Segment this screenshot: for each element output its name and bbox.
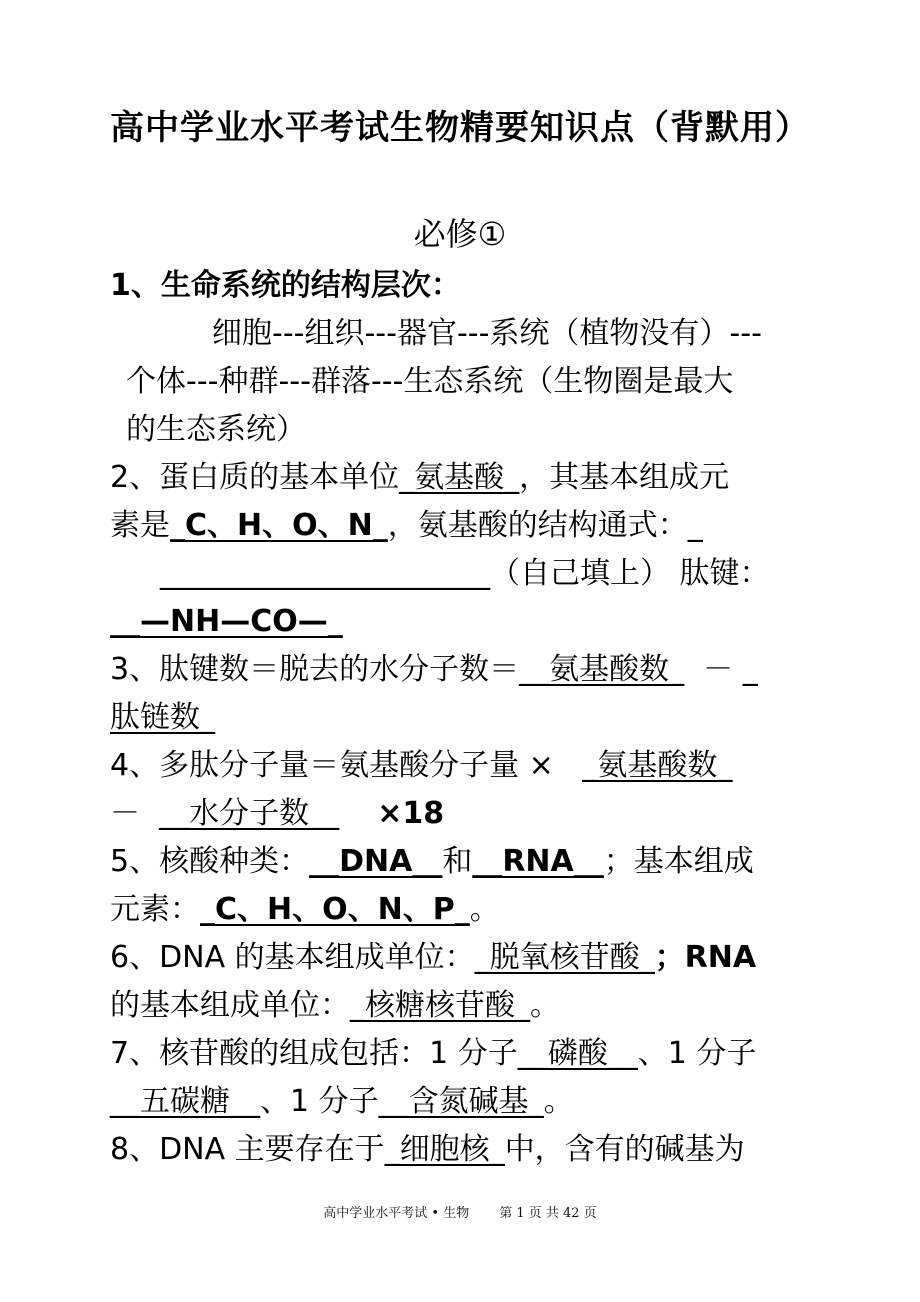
item-6-text: ；RNA: [654, 940, 757, 975]
item-7-text: 。: [543, 1084, 574, 1119]
item-3-text: － _: [703, 652, 758, 687]
item-5-line-1: [110, 838, 820, 886]
item-4-text: －: [110, 796, 140, 831]
item-1-text: 1、生命系统的结构层次：: [110, 268, 461, 303]
item-5-text: 元素：: [110, 892, 200, 927]
item-3-line-2: [110, 694, 820, 742]
item-5-line-2: [110, 886, 820, 934]
item-2-text: 素是: [110, 508, 170, 543]
answer-phosphate: __磷酸__: [517, 1036, 638, 1071]
footer-subject: 高中学业水平考试 • 生物: [323, 1206, 470, 1221]
item-4-text: 4、多肽分子量＝氨基酸分子量 ×: [110, 748, 554, 783]
item-8-text: 8、DNA 主要存在于: [110, 1132, 385, 1167]
item-6-text: 的基本组成单位：: [110, 988, 350, 1023]
item-4-line-1: [110, 742, 820, 790]
item-7-line-1: [110, 1030, 820, 1078]
page-footer: [0, 1204, 920, 1224]
item-4-line-2: [110, 790, 820, 838]
item-4-text: ×18: [377, 796, 445, 831]
blank-structure-formula: ______________________: [160, 556, 490, 591]
item-2-line-1: [110, 454, 820, 502]
answer-amino-acid-count: __氨基酸数_: [519, 652, 685, 687]
item-5-text: 和: [442, 844, 473, 879]
item-8-line-1: [110, 1126, 820, 1174]
item-6-line-1: [110, 934, 820, 982]
answer-dna: __DNA__: [309, 844, 443, 879]
answer-amino-acid: _氨基酸_: [399, 460, 520, 495]
item-2-text: （自己填上） 肽键：: [490, 556, 770, 591]
item-5-text: ；基本组成: [603, 844, 754, 879]
item-6-text: 6、DNA 的基本组成单位：: [110, 940, 475, 975]
section-heading: 必修①: [413, 215, 507, 253]
answer-ribonucleotide: _核糖核苷酸_: [350, 988, 530, 1023]
answer-rna: __RNA__: [472, 844, 604, 879]
answer-amino-acid-count: _氨基酸数_: [582, 748, 733, 783]
answer-elements-chonp: _C、H、O、N、P_: [200, 892, 470, 927]
item-1-line-1: 细胞---组织---器官---系统（植物没有）---: [212, 316, 762, 351]
item-7-text: 、1 分子: [260, 1084, 379, 1119]
answer-nucleus: _细胞核_: [384, 1132, 505, 1167]
answer-chain-count: 肽链数_: [110, 700, 215, 735]
item-2-text: ，氨基酸的结构通式：_: [387, 508, 703, 543]
footer-page-number: 第 1 页 共 42 页: [499, 1206, 597, 1221]
item-7-text: 7、核苷酸的组成包括：1 分子: [110, 1036, 518, 1071]
answer-peptide-bond: __—NH—CO—_: [110, 604, 343, 639]
item-1-line-2: 个体---种群---群落---生态系统（生物圈是最大: [126, 364, 734, 399]
item-2-line-4: [110, 598, 820, 646]
item-3-line-1: [110, 646, 820, 694]
page-title: 高中学业水平考试生物精要知识点（背默用）: [110, 108, 810, 148]
content-body: [110, 262, 820, 1174]
item-2-line-2: [110, 502, 820, 550]
item-7-text: 、1 分子: [637, 1036, 757, 1071]
answer-water-count: __水分子数__: [159, 796, 340, 831]
item-8-text: 中，含有的碱基为: [504, 1132, 745, 1167]
answer-elements-chon: _C、H、O、N_: [170, 508, 388, 543]
item-1-heading: [110, 262, 820, 310]
answer-nitrogen-base: __含氮碱基_: [378, 1084, 544, 1119]
item-2-line-3: [110, 550, 820, 598]
item-2-text: ，其基本组成元: [519, 460, 730, 495]
answer-pentose: __五碳糖__: [110, 1084, 260, 1119]
item-5-text: 。: [469, 892, 500, 927]
item-5-text: 5、核酸种类：: [110, 844, 310, 879]
item-1-line-3: 的生态系统）: [126, 412, 306, 447]
item-3-text: 3、肽键数＝脱去的水分子数＝: [110, 652, 520, 687]
item-7-line-2: [110, 1078, 820, 1126]
item-6-text: 。: [530, 988, 560, 1023]
item-2-text: 2、蛋白质的基本单位: [110, 460, 400, 495]
item-6-line-2: [110, 982, 820, 1030]
answer-deoxynucleotide: _脱氧核苷酸_: [474, 940, 655, 975]
